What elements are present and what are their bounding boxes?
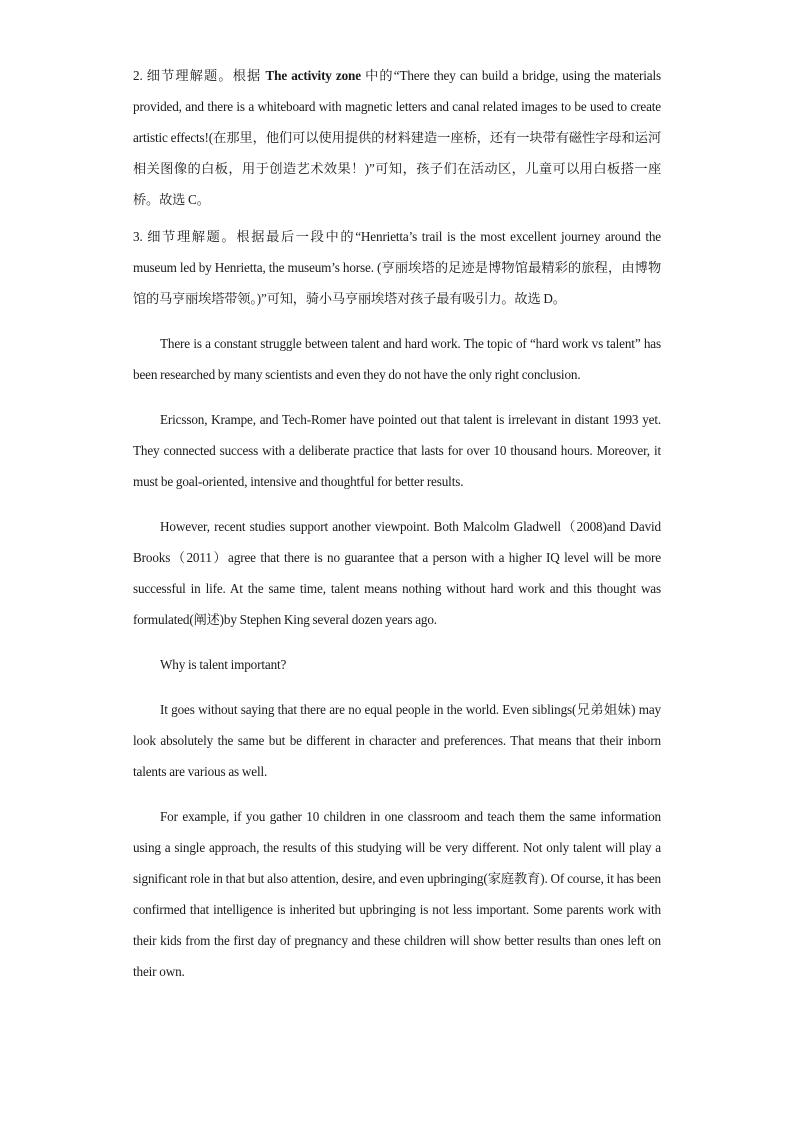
document-content	[133, 60, 661, 987]
explanation-3: 3. 细节理解题。根据最后一段中的“Henrietta’s trail is the most excellent journey around the museum led by Henrietta, the museum’s horse. (亨丽埃塔的足迹是博物馆最精彩的旅程，由博物馆的马亨丽埃塔带领。)”可知，骑小马亨丽埃塔对孩子最有吸引力。故选 D。	[133, 229, 661, 306]
explanation-2-text: 中的“There they can build a bridge, using the materials provided, and there is a whiteboard with magnetic letters and canal related images to be used to create artistic effects!(在那里，他们可以使用提供的材料建造一座桥，还有一块带有磁性字母和运河相关图像的白板，用于创造艺术效果！)”可知，孩子们在活动区，儿童可以用白板搭一座桥。故选 C。	[133, 68, 661, 207]
explanation-2-prefix: 2. 细节理解题。根据	[133, 68, 266, 83]
passage-subheading: Why is talent important?	[160, 657, 287, 672]
explanation-2	[133, 60, 661, 215]
explanation-2-bold: The activity zone	[265, 68, 361, 83]
passage-paragraph-2: Ericsson, Krampe, and Tech-Romer have pointed out that talent is irrelevant in distant 1993 yet. They connected success with a deliberate practice that lasts for over 10 thousand hours. Moreover, it must be goal-oriented, intensive and thoughtful for better results.	[133, 412, 661, 489]
passage-paragraph-5: For example, if you gather 10 children in one classroom and teach them the same information using a single approach, the results of this studying will be very different. Not only talent will play a significant role in that but also attention, desire, and even upbringing(家庭教育). Of course, it has been confirmed that intelligence is inherited but upbringing is not less important. Some parents work with their kids from the first day of pregnancy and these children will show better results than ones left on their own.	[133, 809, 661, 979]
passage-paragraph-1: There is a constant struggle between talent and hard work. The topic of “hard work vs talent” has been researched by many scientists and even they do not have the only right conclusion.	[133, 336, 661, 382]
passage-paragraph-4: It goes without saying that there are no equal people in the world. Even siblings(兄弟姐妹) may look absolutely the same but be different in character and preferences. That means that their inborn talents are various as well.	[133, 702, 661, 779]
passage-paragraph-3: However, recent studies support another viewpoint. Both Malcolm Gladwell（2008)and David Brooks（2011）agree that there is no guarantee that a person with a higher IQ level will be more successful in life. At the same time, talent means nothing without hard work and this thought was formulated(阐述)by Stephen King several dozen years ago.	[133, 519, 661, 627]
